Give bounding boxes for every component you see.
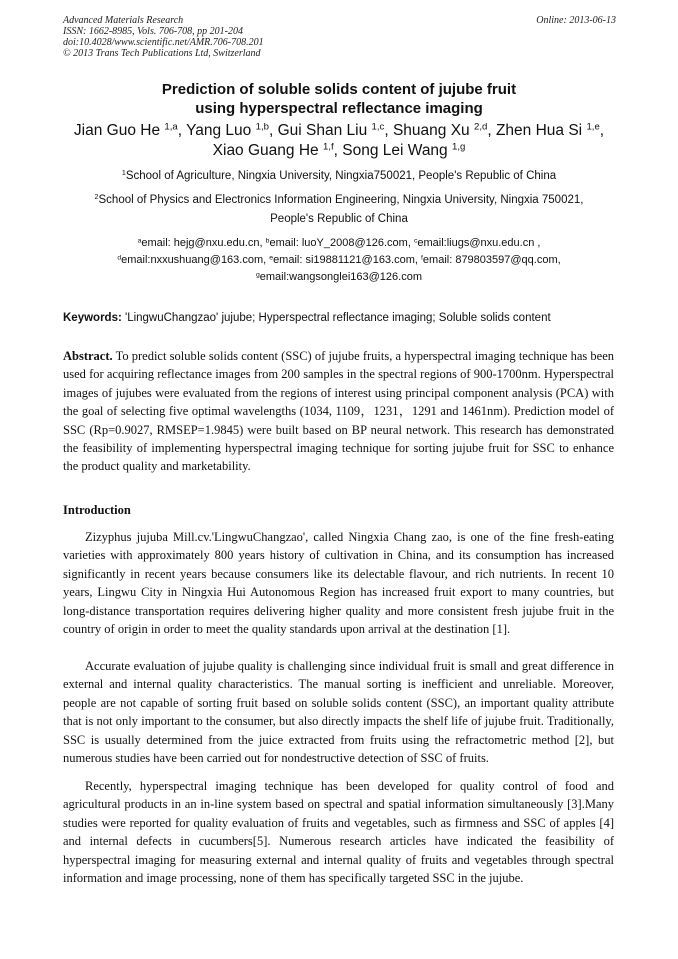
introduction-heading: Introduction (63, 503, 131, 517)
keywords-text: 'LingwuChangzao' jujube; Hyperspectral reflectance imaging; Soluble solids content (121, 312, 551, 324)
affiliation-text: School of Agriculture, Ningxia University, Ningxia750021, People's Republic of China (125, 170, 557, 182)
author-sup: 1,c (371, 121, 385, 133)
affiliation-1 (62, 167, 616, 186)
author-name: Gui Shan Liu (277, 122, 368, 139)
email-sup: d (117, 254, 122, 262)
email-c: email:liugs@nxu.edu.cn , (417, 237, 541, 249)
intro-paragraph-2: Accurate evaluation of jujube quality is challenging since individual fruit is small and great difference in external and internal quality characteristics. The manual sorting is inefficient and unreliable. Moreover, people are not capable of sorting fruit based on soluble solids content (SSC), an important quality attribute that is not only important to the consumer, but also directly impacts the shelf life of jujube fruit. Traditionally, SSC is usually determined from the juice extracted from fruits using the refractometric method [2], but numerous studies have been carried out for nondestructive detection of SSC of fruits. (63, 659, 614, 766)
email-sup: b (265, 237, 270, 245)
author-name: Yang Luo (186, 122, 252, 139)
doi-line: doi:10.4028/www.scientific.net/AMR.706-708.201 (63, 37, 264, 48)
author-sup: 1,a (164, 121, 178, 133)
affiliation-2-line-1 (62, 191, 616, 210)
journal-name: Advanced Materials Research (63, 15, 184, 26)
author-sup: 2,d (473, 121, 488, 133)
title-line-1: Prediction of soluble solids content of jujube fruit (161, 81, 517, 98)
intro-paragraph-1: Zizyphus jujuba Mill.cv.'LingwuChangzao', called Ningxia Chang zao, is one of the fine fresh-eating varieties with approximately 800 years history of cultivation in China, and its consumption has increased significantly in recent years because consumers like its delectable flavour, and rich nutrients. In recent 10 years, Lingwu City in Ningxia Hui Autonomous Region has increased fruit export to many countries, but long-distance transportation requires delivering higher quality and more consistent fresh jujube fruit in the country of origin in order to meet the quality standards upon arrival at the destination [1]. (63, 530, 614, 637)
email-sup: f (421, 254, 423, 262)
abstract (63, 347, 614, 476)
intro-paragraph-3: Recently, hyperspectral imaging technique has been developed for quality control of food and agricultural products in an in-line system based on spectral and spatial information simultaneously [3].Many studies were reported for quality evaluation of fruits and vegetables, such as firmness and SSC of apples [4] and internal defects in cucumbers[5]. Numerous research articles have indicated the feasibility of hyperspectral imaging for measuring external and internal quality of fruits and vegetables through spectral information and image processing, none of them has specifically targeted SSC in the jujube. (63, 779, 614, 886)
online-date: Online: 2013-06-13 (536, 15, 616, 26)
abstract-label: Abstract. (63, 349, 113, 363)
email-list (62, 235, 616, 286)
email-a: email: hejg@nxu.edu.cn, (141, 237, 263, 249)
keywords-label: Keywords: (63, 312, 122, 324)
affiliation-2 (62, 191, 616, 229)
author-sup: 1,f (322, 141, 334, 153)
affiliation-sup: 2 (94, 193, 99, 202)
email-sup: e (269, 254, 274, 262)
affiliation-2-line-2: People's Republic of China (270, 213, 408, 225)
author-line-2: Xiao Guang He $^{1,f}$, Song Lei Wang $^{1,g}$ (212, 141, 466, 159)
email-sup: g (255, 271, 260, 279)
author-sup: 1,e (586, 121, 600, 133)
email-g: email:wangsonglei163@126.com (259, 271, 422, 283)
author-sup: 1,b (255, 121, 269, 133)
publication-header (63, 15, 616, 59)
keywords (63, 311, 623, 326)
email-line-3 (62, 269, 616, 286)
email-d: email:nxxushuang@163.com, (121, 254, 267, 266)
author-name: Zhen Hua Si (495, 122, 583, 139)
author-line-1: Jian Guo He $^{1,a}$, Yang Luo $^{1,b}$, Gui Shan Liu $^{1,c}$, Shuang Xu $^{2,d}$, Zhen Hua Si $^{1,e}$, (73, 121, 605, 139)
affiliation-sup: 1 (121, 169, 126, 178)
email-line-2 (62, 252, 616, 269)
author-name: Xiao Guang He (212, 142, 319, 159)
title-line-2: using hyperspectral reflectance imaging (195, 100, 483, 117)
author-name: Jian Guo He (73, 122, 161, 139)
email-e: email: si19881121@163.com, (273, 254, 418, 266)
paper-title (40, 80, 638, 118)
abstract-text: To predict soluble solids content (SSC) of jujube fruits, a hyperspectral imaging technique has been used for acquiring reflectance images from 200 samples in the spectral regions of 900-1700nm. Hyperspectral images of jujubes were evaluated from the regions of interest using principal component analysis (PCA) with the goal of selecting five optimal wavelengths (1034, 1109，1231，1291 and 1461nm). Prediction model of SSC (Rp=0.9027, RMSEP=1.9845) were built based on BP neural network. This research has demonstrated the feasibility of implementing hyperspectral imaging technique for sorting jujube fruit for SSC to enhance the product quality and marketability. (63, 349, 614, 474)
email-sup: a (137, 237, 142, 245)
author-name: Song Lei Wang (342, 142, 448, 159)
author-list (30, 121, 648, 161)
issn-line: ISSN: 1662-8985, Vols. 706-708, pp 201-204 (63, 26, 243, 37)
affiliation-text: School of Physics and Electronics Information Engineering, Ningxia University, Ningxia 750021, (98, 194, 584, 206)
email-line-1 (62, 235, 616, 252)
copyright-line: © 2013 Trans Tech Publications Ltd, Switzerland (63, 48, 261, 59)
author-name: Shuang Xu (392, 122, 470, 139)
email-b: email: luoY_2008@126.com, (269, 237, 411, 249)
author-sup: 1,g (452, 141, 466, 153)
email-sup: c (413, 237, 418, 245)
email-f: email: 879803597@qq.com, (422, 254, 561, 266)
